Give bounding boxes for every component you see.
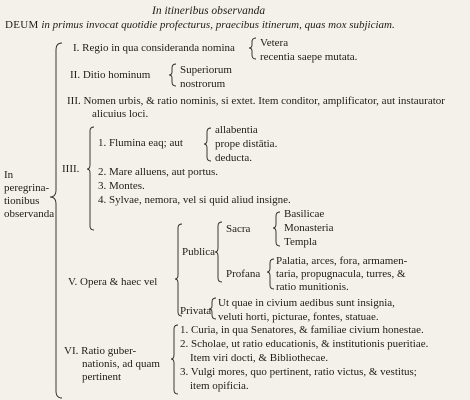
item-i: I. Regio in qua consideranda nomina xyxy=(73,42,235,54)
brace-vi xyxy=(171,325,178,394)
item-vi-sub-3: Item viri docti, & Bibliothecae. xyxy=(190,352,329,364)
item-vi-sub-5: item opificia. xyxy=(190,380,249,392)
item-v-sacra: Sacra xyxy=(226,223,251,235)
item-v-privata-sub-2: veluti horti, picturae, fontes, statuae. xyxy=(218,311,379,323)
item-iiii-flumina-sub-1: allabentia xyxy=(215,124,258,136)
root-label-4: observanda xyxy=(4,208,55,220)
item-vi-line-1: VI. Ratio guber- xyxy=(64,345,137,357)
item-vi-line-3: pertinent xyxy=(82,371,122,383)
item-v-privata: Privata xyxy=(180,305,212,317)
item-v-publica: Publica xyxy=(182,246,215,258)
item-v: V. Opera & haec vel xyxy=(68,276,158,288)
brace-iiii xyxy=(87,127,94,230)
item-iiii-flumina: 1. Flumina eaq; aut xyxy=(98,137,183,149)
item-vi-sub-2: 2. Scholae, ut ratio educationis, & institutionis pueritiae. xyxy=(180,338,429,350)
item-v-privata-sub-1: Ut quae in civium aedibus sunt insignia, xyxy=(218,297,395,309)
item-iii-line-1: III. Nomen urbis, & ratio nominis, si extet. Item conditor, amplificator, aut instaurator xyxy=(67,95,445,107)
brace-ii xyxy=(169,64,176,86)
root-label-1: In xyxy=(4,169,14,181)
brace-i xyxy=(249,38,256,59)
item-v-profana-sub-2: taria, propugnacula, turres, & xyxy=(276,268,406,280)
brace-flumina xyxy=(204,128,211,161)
item-v-sacra-sub-3: Templa xyxy=(284,236,317,248)
root-label-3: tionibus xyxy=(4,195,40,207)
page-title: In itineribus observanda xyxy=(152,5,266,17)
item-v-profana-sub-3: ratio munitionis. xyxy=(276,281,349,293)
brace-sacra xyxy=(273,212,280,246)
item-iiii-montes: 3. Montes. xyxy=(98,180,145,192)
item-ii-sub-1: Superiorum xyxy=(180,64,232,76)
brace-profana xyxy=(267,259,274,289)
brace-publica xyxy=(215,222,222,282)
item-v-profana: Profana xyxy=(226,268,261,280)
intro-caps: DEUM xyxy=(5,19,39,31)
item-vi-sub-1: 1. Curia, in qua Senatores, & familiae civium honestae. xyxy=(180,324,424,336)
item-v-sacra-sub-2: Monasteria xyxy=(284,222,334,234)
item-vi-line-2: nationis, ad quam xyxy=(82,358,160,370)
brace-v xyxy=(175,224,182,316)
item-iiii-flumina-sub-3: deducta. xyxy=(215,152,252,164)
item-iii-line-2: alicuius loci. xyxy=(92,108,149,120)
item-i-sub-2: recentia saepe mutata. xyxy=(260,51,358,63)
item-iiii-flumina-sub-2: prope distātia. xyxy=(215,138,278,150)
item-i-sub-1: Vetera xyxy=(260,37,289,49)
intro-text: in primus invocat quotidie profecturus, praecibus itinerum, quas mox subjiciam. xyxy=(38,19,395,31)
root-label-2: peregrina- xyxy=(4,182,50,194)
item-v-profana-sub-1: Palatia, arces, fora, armamen- xyxy=(276,255,408,267)
item-iiii-mare: 2. Mare alluens, aut portus. xyxy=(98,166,219,178)
item-v-sacra-sub-1: Basilicae xyxy=(284,208,325,220)
item-ii-sub-2: nostrorum xyxy=(180,78,226,90)
item-iiii-sylvae: 4. Sylvae, nemora, vel si quid aliud insigne. xyxy=(98,194,291,206)
item-iiii-number: IIII. xyxy=(62,163,80,175)
item-vi-sub-4: 3. Vulgi mores, quo pertinent, ratio victus, & vestitus; xyxy=(180,366,417,378)
item-ii: II. Ditio hominum xyxy=(70,69,151,81)
